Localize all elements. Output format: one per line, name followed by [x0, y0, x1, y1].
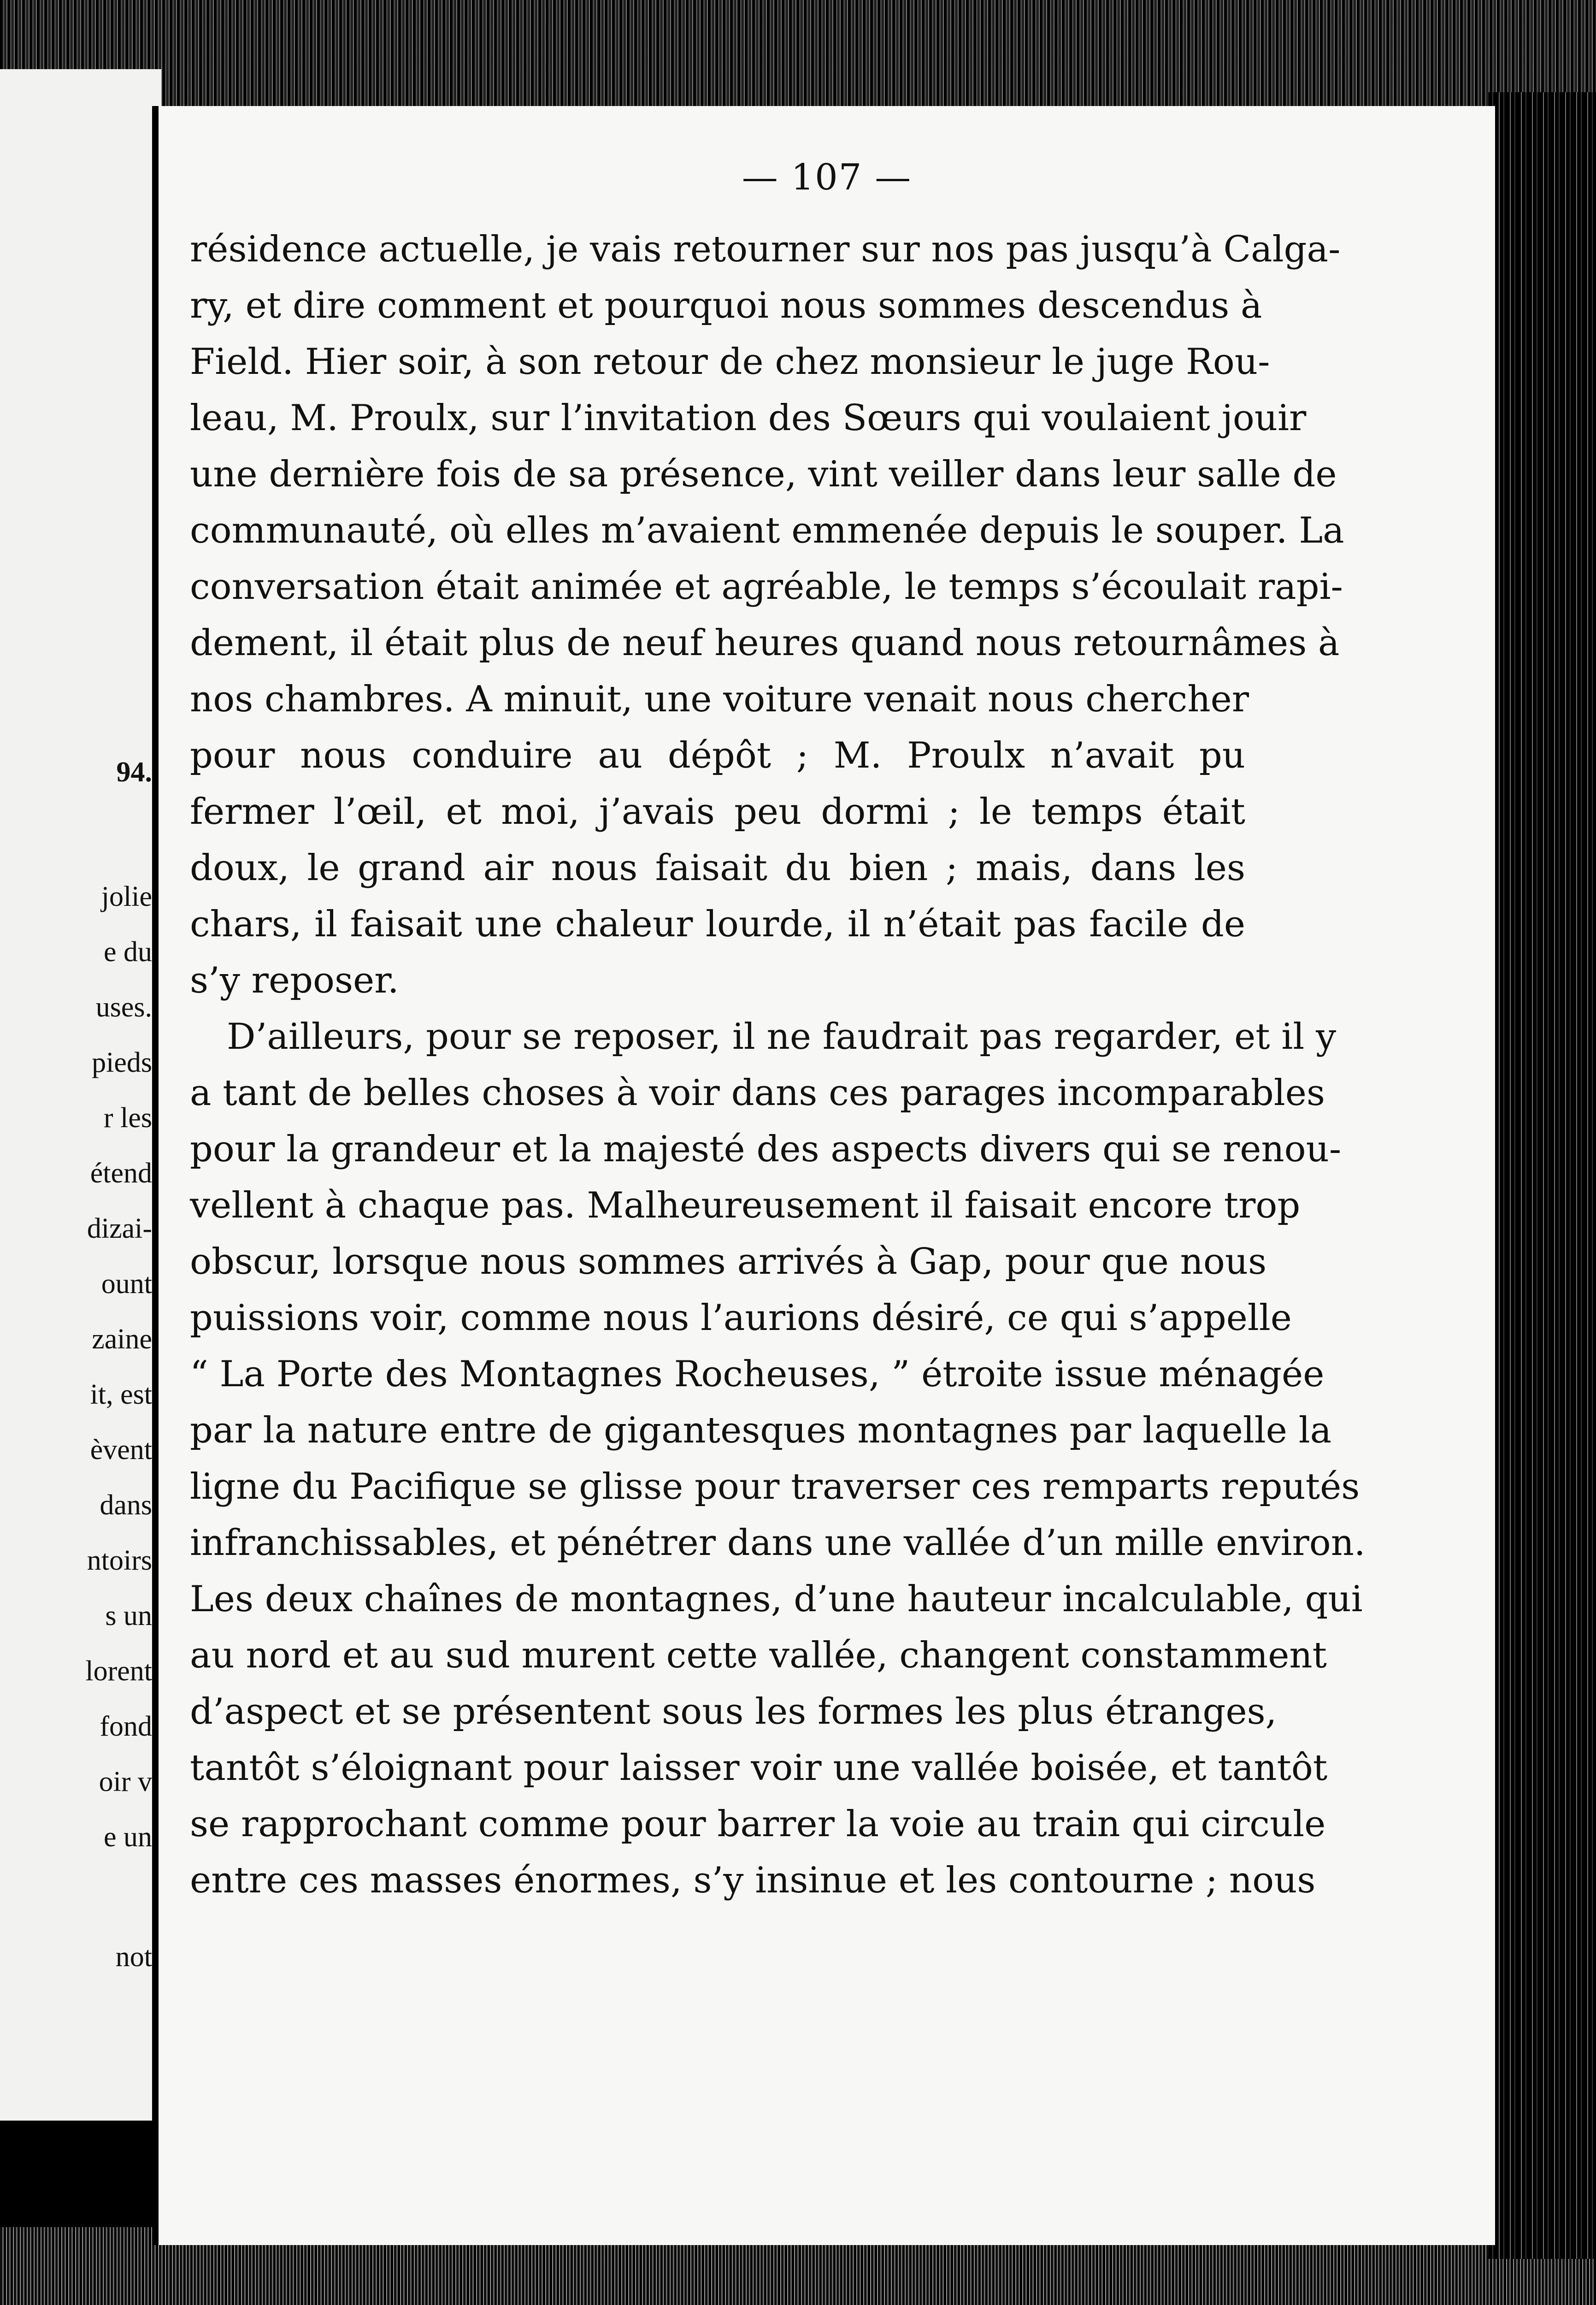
text-line: par la nature entre de gigantesques montagnes par laquelle la: [190, 1410, 1332, 1451]
facing-page-text: dizai-: [87, 1213, 152, 1244]
text-line: dement, il était plus de neuf heures quand nous retournâmes à: [190, 622, 1340, 664]
facing-page-text: jolie: [101, 881, 152, 912]
scan-top-edge: [0, 0, 1596, 120]
text-line: infranchissables, et pénétrer dans une vallée d’un mille environ.: [190, 1522, 1366, 1564]
text-line: chars, il faisait une chaleur lourde, il n’était pas facile de: [190, 904, 1245, 945]
facing-page-text: r les: [103, 1102, 152, 1134]
text-line: résidence actuelle, je vais retourner sur nos pas jusqu’à Calga-: [190, 229, 1341, 270]
text-line: obscur, lorsque nous sommes arrivés à Gap, pour que nous: [190, 1241, 1267, 1283]
facing-page-text: pieds: [92, 1047, 152, 1078]
text-line: fermer l’œil, et moi, j’avais peu dormi ; le temps était: [190, 791, 1245, 833]
facing-page-text: fond: [100, 1711, 152, 1742]
text-line: d’aspect et se présentent sous les formes les plus étranges,: [190, 1691, 1277, 1732]
text-line: entre ces masses énormes, s’y insinue et les contourne ; nous: [190, 1860, 1316, 1901]
text-line: se rapprochant comme pour barrer la voie au train qui circule: [190, 1803, 1326, 1845]
page-body: [190, 221, 1366, 1909]
text-line: a tant de belles choses à voir dans ces parages incomparables: [190, 1072, 1325, 1114]
facing-page-text: dans: [100, 1489, 152, 1521]
facing-page-text: e du: [103, 936, 152, 968]
text-line: Les deux chaînes de montagnes, d’une hauteur incalculable, qui: [190, 1578, 1363, 1620]
facing-page-text: it, est: [90, 1379, 152, 1410]
text-line: Field. Hier soir, à son retour de chez monsieur le juge Rou-: [190, 341, 1270, 383]
text-line: au nord et au sud murent cette vallée, changent constamment: [190, 1635, 1327, 1676]
facing-page-text: 94.: [116, 757, 152, 788]
text-line: doux, le grand air nous faisait du bien ; mais, dans les: [190, 847, 1245, 889]
book-page: [152, 106, 1495, 2245]
facing-page-text: ount: [101, 1268, 152, 1300]
facing-page-text: uses.: [95, 992, 152, 1023]
scan-right-edge: [1489, 92, 1596, 2259]
facing-page-fragment: [0, 69, 161, 2121]
text-line: pour nous conduire au dépôt ; M. Proulx n’avait pu: [190, 735, 1245, 776]
text-line: pour la grandeur et la majesté des aspects divers qui se renou-: [190, 1129, 1342, 1170]
text-line: ry, et dire comment et pourquoi nous sommes descendus à: [190, 285, 1262, 326]
text-line: tantôt s’éloignant pour laisser voir une vallée boisée, et tantôt: [190, 1747, 1328, 1789]
facing-page-text: s un: [105, 1600, 152, 1631]
text-line: D’ailleurs, pour se reposer, il ne faudrait pas regarder, et il y: [227, 1016, 1337, 1058]
text-line: conversation était animée et agréable, le temps s’écoulait rapi-: [190, 566, 1343, 608]
text-line: vellent à chaque pas. Malheureusement il faisait encore trop: [190, 1185, 1301, 1226]
page-number: — 107 —: [742, 157, 912, 198]
text-line: puissions voir, comme nous l’aurions désiré, ce qui s’appelle: [190, 1297, 1292, 1339]
facing-page-text: not: [115, 1941, 152, 1973]
text-line: nos chambres. A minuit, une voiture venait nous chercher: [190, 679, 1249, 720]
facing-page-text: ntoirs: [87, 1545, 152, 1576]
facing-page-text: zaine: [92, 1324, 152, 1355]
facing-page-text: lorent: [85, 1655, 152, 1687]
text-line: une dernière fois de sa présence, vint veiller dans leur salle de: [190, 454, 1337, 495]
text-line: ligne du Pacifique se glisse pour traverser ces remparts reputés: [190, 1466, 1360, 1507]
facing-page-text: èvent: [90, 1434, 152, 1466]
text-line: communauté, où elles m’avaient emmenée depuis le souper. La: [190, 510, 1344, 551]
facing-page-text: oir v: [99, 1766, 152, 1797]
text-line: leau, M. Proulx, sur l’invitation des Sœurs qui voulaient jouir: [190, 397, 1307, 439]
facing-page-text: étend: [90, 1158, 152, 1189]
text-line: s’y reposer.: [190, 960, 399, 1001]
facing-page-text: e un: [103, 1821, 152, 1853]
text-line: “ La Porte des Montagnes Rocheuses, ” étroite issue ménagée: [190, 1353, 1325, 1395]
